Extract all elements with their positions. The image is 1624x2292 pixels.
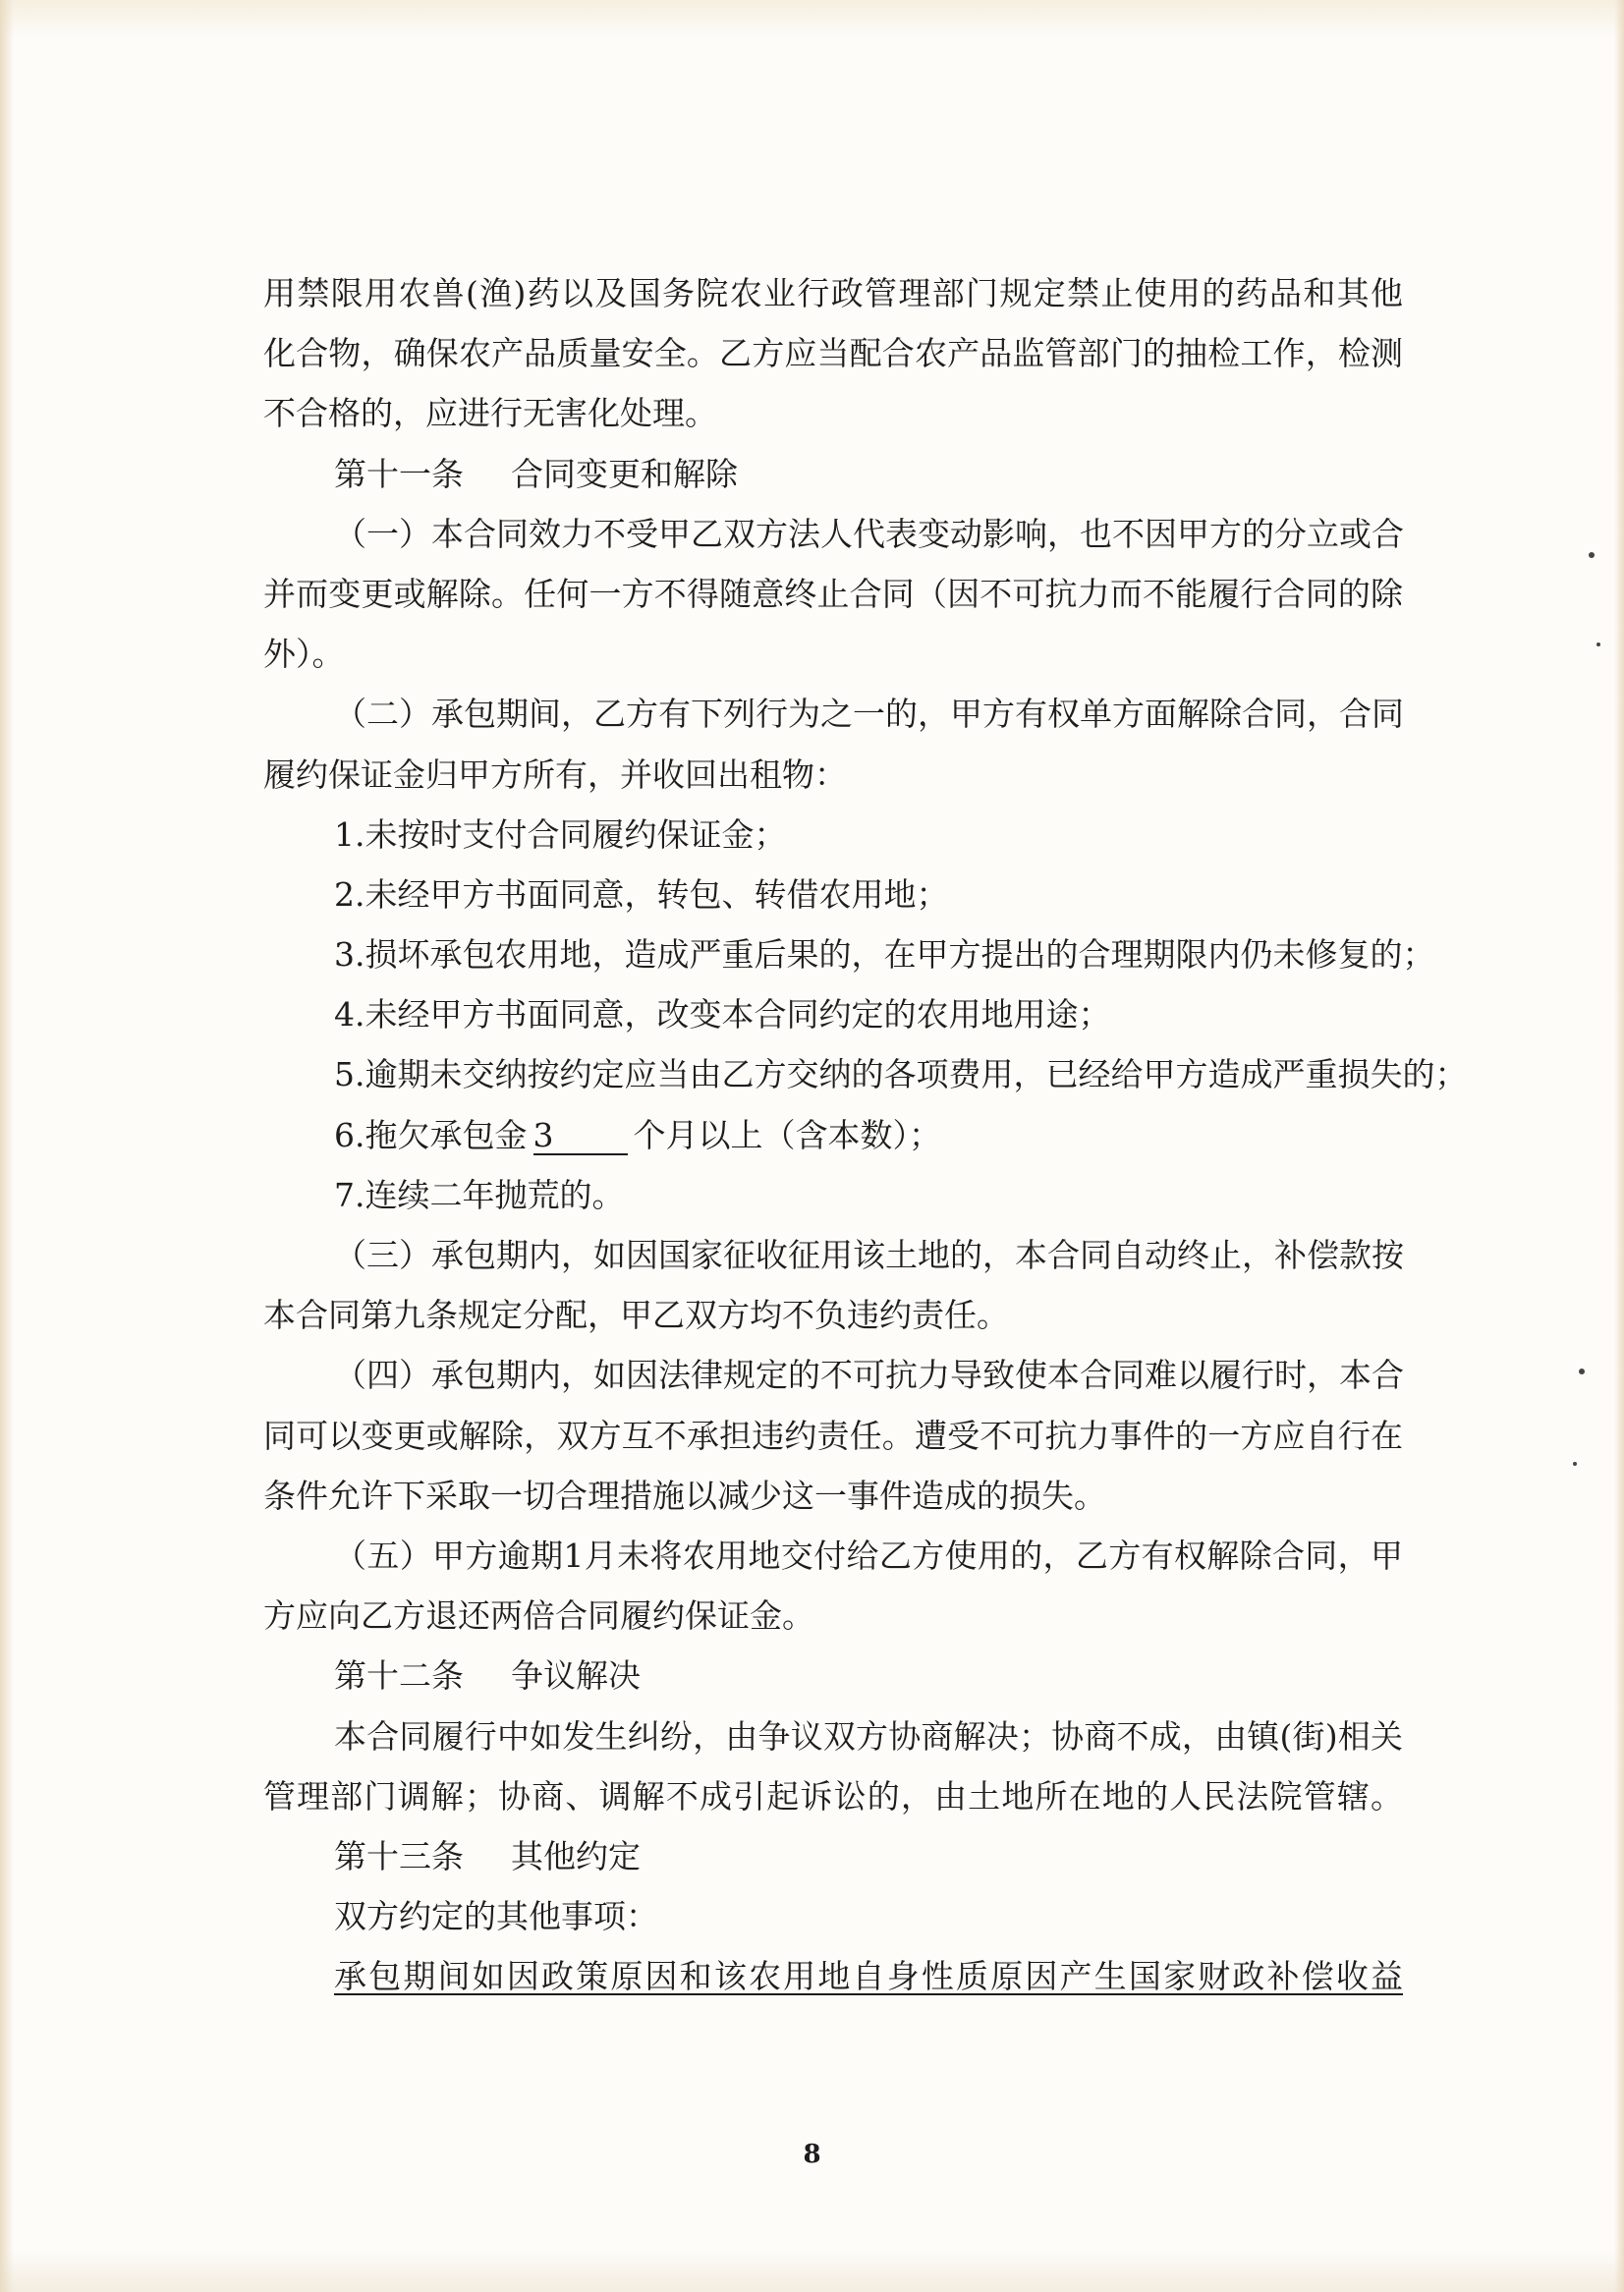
list-item-suffix: 个月以上（含本数）； bbox=[633, 1115, 941, 1154]
body-line: 化合物，确保农产品质量安全。乙方应当配合农产品监管部门的抽检工作，检测 bbox=[263, 334, 1403, 373]
clause-line: （三）承包期内，如因国家征收征用该土地的，本合同自动终止，补偿款按 bbox=[334, 1236, 1404, 1274]
list-item: 2.未经甲方书面同意，转包、转借农用地； bbox=[334, 874, 949, 914]
article-13-number: 第十三条 bbox=[334, 1836, 464, 1875]
list-item: 1.未按时支付合同履约保证金； bbox=[334, 814, 787, 854]
handfilled-agreement-line: 承包期间如因政策原因和该农用地自身性质原因产生国家财政补偿收益 bbox=[334, 1957, 1403, 1996]
list-item: 5.逾期未交纳按约定应当由乙方交纳的各项费用，已经给甲方造成严重损失的； bbox=[334, 1055, 1468, 1094]
clause-line: 并而变更或解除。任何一方不得随意终止合同（因不可抗力而不能履行合同的除 bbox=[263, 574, 1403, 613]
body-line: 不合格的，应进行无害化处理。 bbox=[263, 394, 717, 433]
article-12-number: 第十二条 bbox=[334, 1656, 464, 1696]
months-filled-blank: 3 bbox=[533, 1118, 628, 1155]
scan-edge-left bbox=[0, 0, 14, 2292]
clause-line: 本合同第九条规定分配，甲乙双方均不负违约责任。 bbox=[263, 1296, 1009, 1335]
article-11-title: 合同变更和解除 bbox=[511, 454, 738, 493]
clause-line: 方应向乙方退还两倍合同履约保证金。 bbox=[263, 1596, 814, 1636]
clause-line: 双方约定的其他事项： bbox=[334, 1897, 658, 1936]
list-item: 7.连续二年抛荒的。 bbox=[334, 1175, 625, 1214]
scan-edge-right bbox=[1614, 0, 1624, 2292]
clause-line: （二）承包期间，乙方有下列行为之一的，甲方有权单方面解除合同，合同 bbox=[334, 695, 1404, 734]
contract-body bbox=[263, 263, 1468, 2006]
list-item: 4.未经甲方书面同意，改变本合同约定的农用地用途； bbox=[334, 995, 1111, 1034]
clause-line: （一）本合同效力不受甲乙双方法人代表变动影响，也不因甲方的分立或合 bbox=[334, 514, 1404, 553]
scan-speck bbox=[1573, 1462, 1577, 1466]
clause-line: 同可以变更或解除，双方互不承担违约责任。遭受不可抗力事件的一方应自行在 bbox=[263, 1416, 1403, 1455]
scan-speck bbox=[1596, 643, 1600, 646]
list-item bbox=[263, 1105, 1403, 1165]
clause-line: （五）甲方逾期1月未将农用地交付给乙方使用的，乙方有权解除合同，甲 bbox=[334, 1536, 1403, 1575]
clause-line: 管理部门调解；协商、调解不成引起诉讼的，由土地所在地的人民法院管辖。 bbox=[263, 1776, 1403, 1816]
article-11-heading bbox=[263, 444, 1403, 504]
scan-speck bbox=[1579, 1369, 1585, 1374]
clause-line: 条件允许下采取一切合理措施以减少这一事件造成的损失。 bbox=[263, 1476, 1106, 1515]
clause-line: 外）。 bbox=[263, 635, 345, 674]
article-12-title: 争议解决 bbox=[511, 1656, 641, 1696]
list-item: 3.损坏承包农用地，造成严重后果的，在甲方提出的合理期限内仍未修复的； bbox=[334, 935, 1435, 975]
article-12-heading bbox=[263, 1646, 1403, 1705]
body-line: 用禁限用农兽(渔)药以及国务院农业行政管理部门规定禁止使用的药品和其他 bbox=[263, 274, 1403, 312]
clause-line: 本合同履行中如发生纠纷，由争议双方协商解决；协商不成，由镇(街)相关 bbox=[334, 1716, 1403, 1756]
article-13-title: 其他约定 bbox=[511, 1836, 641, 1875]
article-11-number: 第十一条 bbox=[334, 454, 464, 493]
page-number: 8 bbox=[803, 2140, 821, 2169]
article-13-heading bbox=[263, 1826, 1403, 1886]
clause-line: （四）承包期内，如因法律规定的不可抗力导致使本合同难以履行时，本合 bbox=[334, 1356, 1404, 1395]
list-item-prefix: 6.拖欠承包金 bbox=[334, 1115, 528, 1154]
clause-line: 履约保证金归甲方所有，并收回出租物： bbox=[263, 755, 847, 794]
scan-speck bbox=[1589, 552, 1595, 558]
